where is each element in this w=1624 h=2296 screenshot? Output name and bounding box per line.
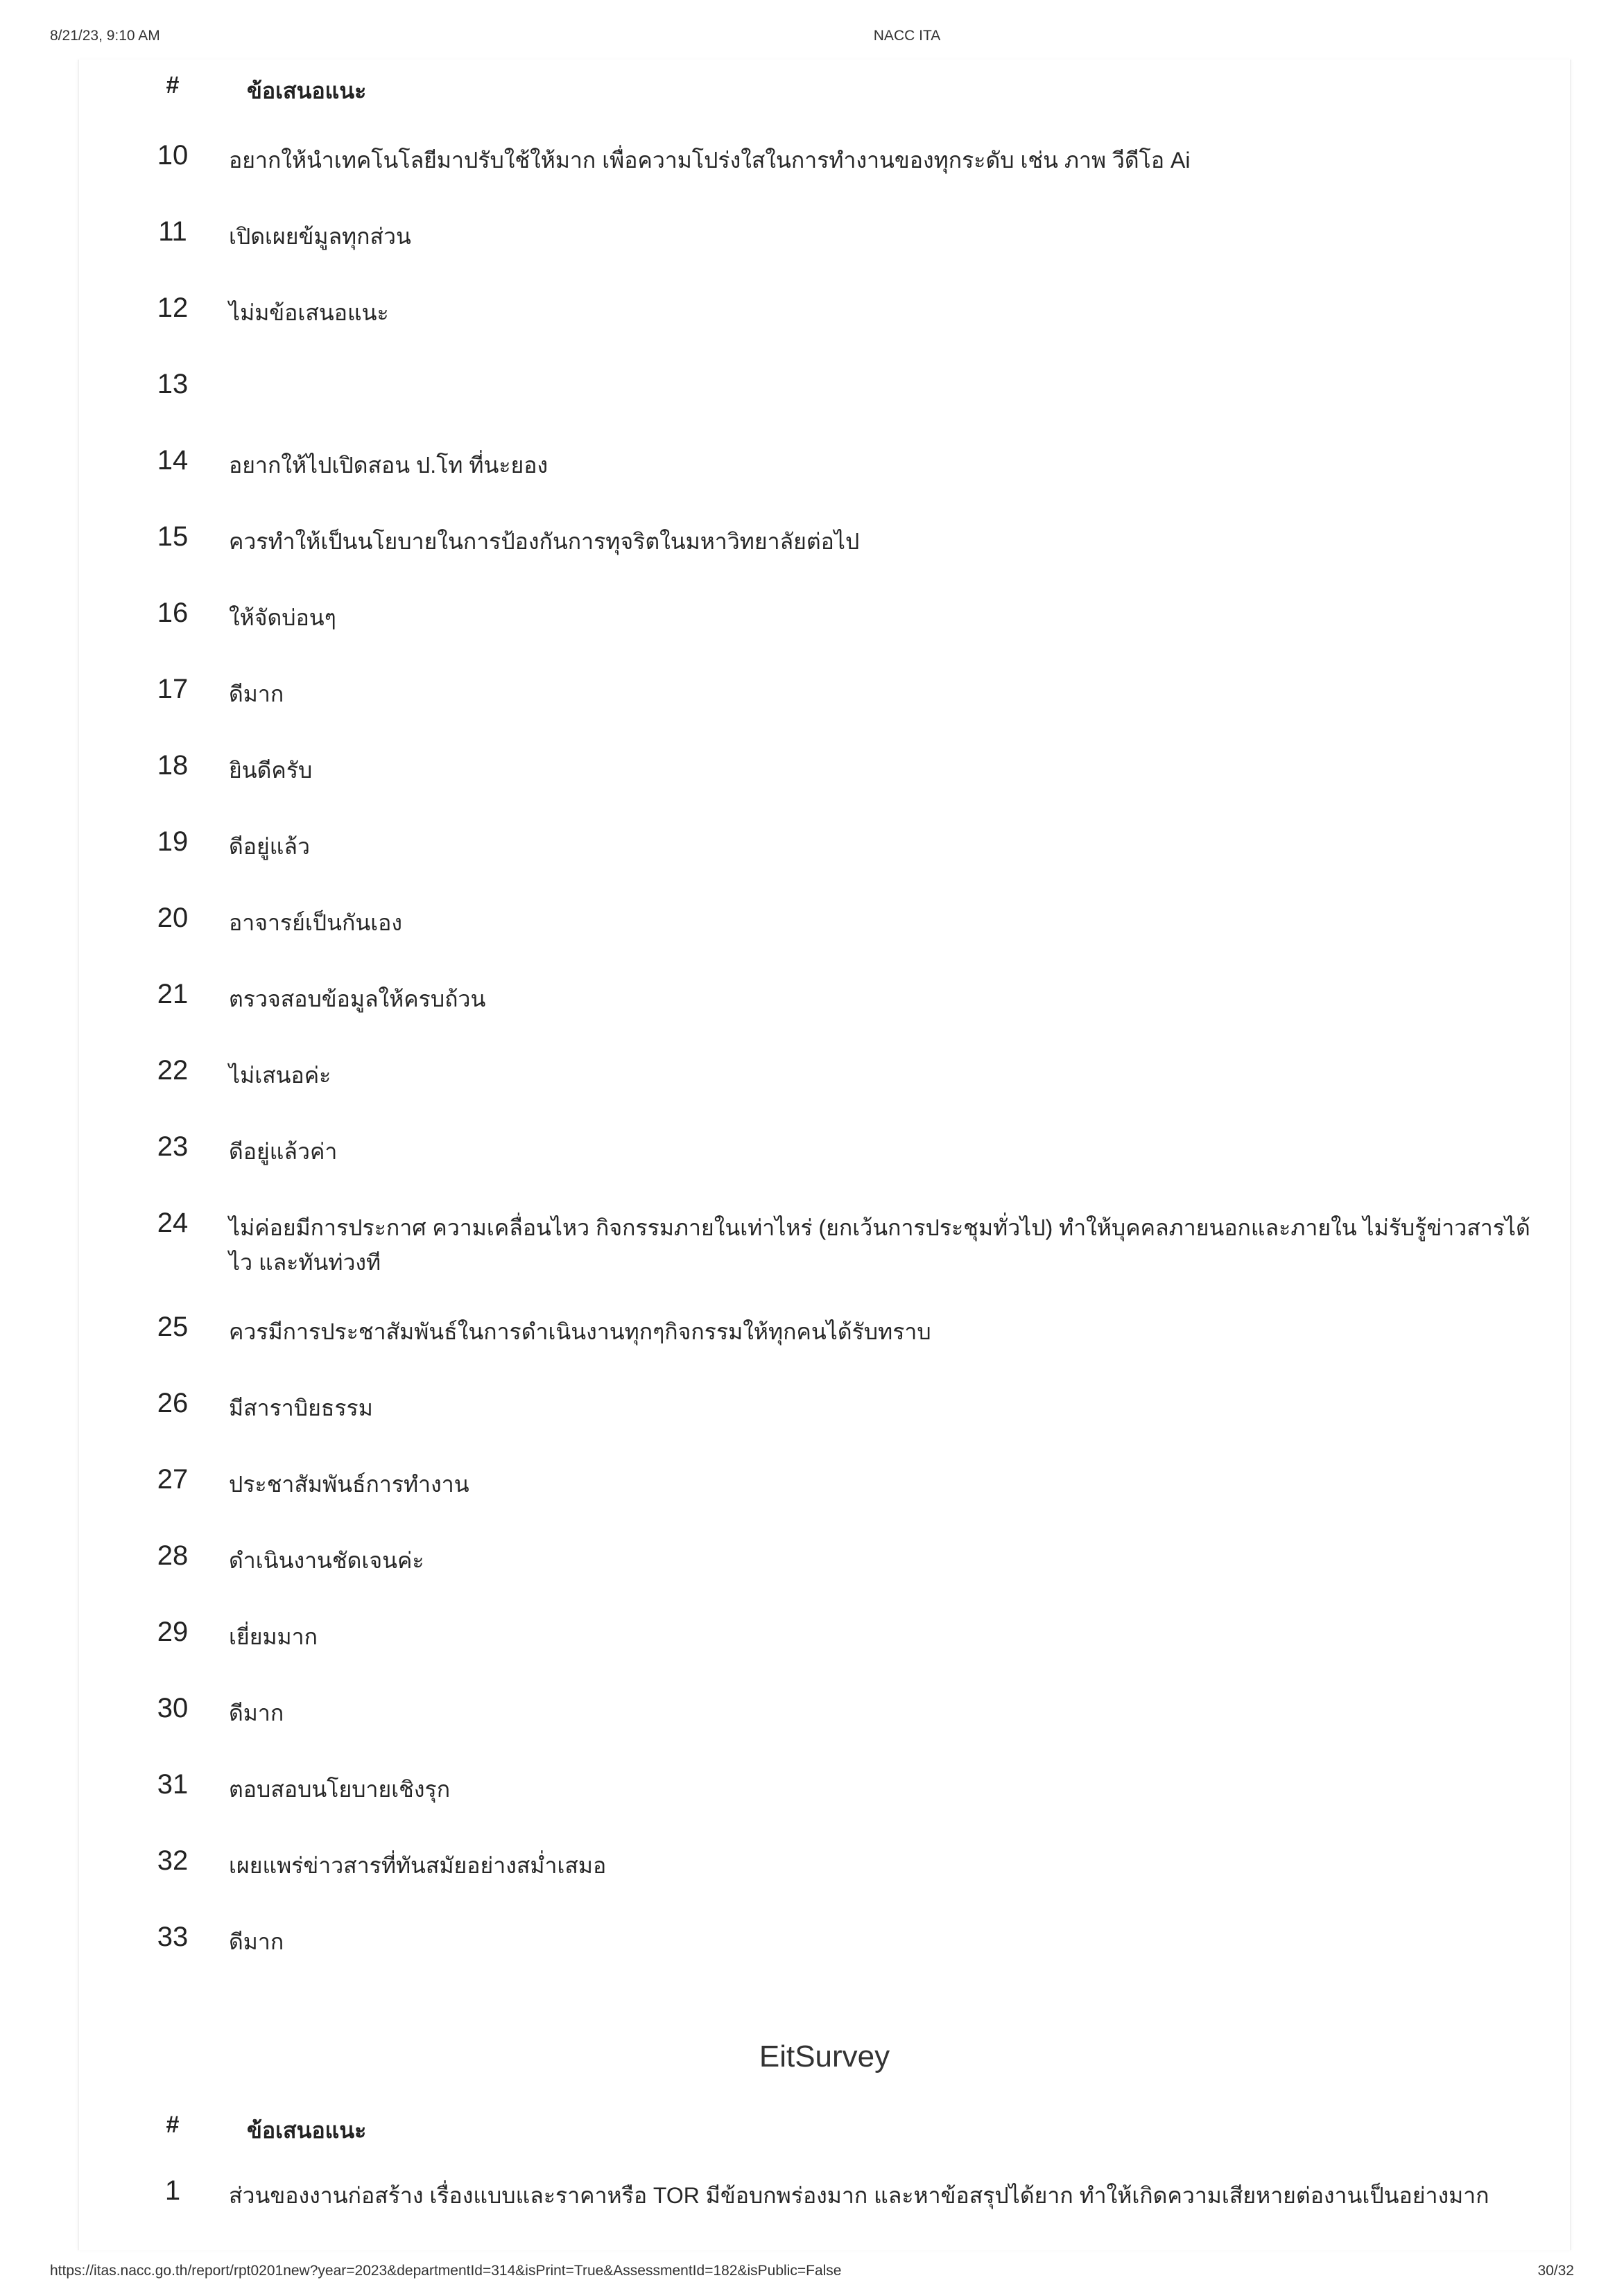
- row-suggestion-text: มีสาราบิยธรรม: [229, 1395, 373, 1420]
- row-number: 31: [157, 1769, 189, 1800]
- row-suggestion-text: ไม่ค่อยมีการประกาศ ความเคลื่อนไหว กิจกรรมภายในเท่าไหร่ (ยกเว้นการประชุมทั่วไป) ทำให้บุคคลภายนอกและภายใน ไม่รับรู้ข่าวสารได้ไว และทันท่วงที: [229, 1215, 1530, 1275]
- print-url: https://itas.nacc.go.th/report/rpt0201new?year=2023&departmentId=314&isPrint=True&AssessmentId=182&isPublic=False: [50, 2263, 842, 2279]
- column-suggestion-header: ข้อเสนอแนะ: [247, 78, 367, 103]
- row-suggestion-text: ตอบสอบนโยบายเชิงรุก: [229, 1777, 451, 1802]
- table-row: [79, 749, 1570, 825]
- row-suggestion-text: อาจารย์เป็นกันเอง: [229, 910, 402, 935]
- table-row: [79, 672, 1570, 749]
- table-row: [79, 1920, 1570, 1997]
- column-suggestion-header: ข้อเสนอแนะ: [247, 2118, 367, 2143]
- row-number: 25: [157, 1312, 189, 1342]
- row-number: 27: [157, 1464, 189, 1495]
- table-row: [79, 596, 1570, 672]
- table-row: [79, 977, 1570, 1054]
- row-number: 28: [157, 1540, 189, 1571]
- row-suggestion-text: ดำเนินงานชัดเจนค่ะ: [229, 1548, 424, 1573]
- row-suggestion-text: เยี่ยมมาก: [229, 1624, 318, 1649]
- row-number: 11: [158, 216, 187, 247]
- row-suggestion-text: อยากให้ไปเปิดสอน ป.โท ที่นะยอง: [229, 453, 548, 478]
- report-card: [78, 60, 1571, 2250]
- row-number: 33: [157, 1922, 189, 1952]
- table-row: [79, 1539, 1570, 1615]
- table2-body: [79, 2174, 1570, 2250]
- row-number: 23: [157, 1131, 189, 1162]
- row-suggestion-text: ดีมาก: [229, 681, 284, 706]
- row-suggestion-text: เปิดเผยข้มูลทุกส่วน: [229, 224, 411, 249]
- row-suggestion-text: ควรมีการประชาสัมพันธ์ในการดำเนินงานทุกๆกิจกรรมให้ทุกคนได้รับทราบ: [229, 1319, 931, 1344]
- table2-header: [79, 2109, 1570, 2143]
- row-suggestion-text: ควรทำให้เป็นนโยบายในการป้องกันการทุจริตในมหาวิทยาลัยต่อไป: [229, 529, 860, 554]
- table-row: [79, 444, 1570, 520]
- row-suggestion-text: ไม่เสนอค่ะ: [229, 1063, 331, 1088]
- table-row: [79, 215, 1570, 291]
- table-row: [79, 1054, 1570, 1130]
- table1-body: [79, 139, 1570, 1997]
- print-datetime: 8/21/23, 9:10 AM: [50, 28, 160, 44]
- row-number: 29: [157, 1617, 189, 1647]
- row-suggestion-text: อยากให้นำเทคโนโลยีมาปรับใช้ให้มาก เพื่อความโปร่งใสในการทำงานของทุกระดับ เช่น ภาพ วีดีโอ Ai: [229, 148, 1191, 173]
- row-suggestion-text: ตรวจสอบข้อมูลให้ครบถ้วน: [229, 986, 486, 1011]
- row-number: 17: [157, 674, 189, 704]
- table-row: [79, 825, 1570, 901]
- table-row: [79, 139, 1570, 215]
- row-suggestion-text: เผยแพร่ข่าวสารที่ทันสมัยอย่างสม่ำเสมอ: [229, 1853, 607, 1878]
- row-number: 1: [164, 2175, 181, 2206]
- table-row: [79, 291, 1570, 367]
- section-title-eitsurvey: EitSurvey: [759, 2040, 890, 2073]
- row-number: 30: [157, 1693, 189, 1723]
- row-number: 10: [157, 140, 189, 171]
- row-number: 26: [157, 1388, 189, 1418]
- print-header: [0, 28, 1624, 49]
- table-row: [79, 1768, 1570, 1844]
- row-number: 12: [157, 293, 189, 323]
- row-number: 19: [157, 826, 189, 857]
- table-row: [79, 1844, 1570, 1920]
- table-row: [79, 367, 1570, 444]
- row-number: 24: [157, 1208, 189, 1238]
- row-suggestion-text: ส่วนของงานก่อสร้าง เรื่องแบบและราคาหรือ TOR มีข้อบกพร่องมาก และหาข้อสรุปได้ยาก ทำให้เกิดความเสียหายต่องานเป็นอย่างมาก: [229, 2183, 1489, 2208]
- row-number: 18: [157, 750, 189, 781]
- table-row: [79, 901, 1570, 977]
- row-number: 16: [157, 598, 189, 628]
- table-row: [79, 1386, 1570, 1463]
- table-row: [79, 1206, 1570, 1310]
- row-number: 20: [157, 903, 189, 933]
- table-row: [79, 1130, 1570, 1206]
- table-row: [79, 1463, 1570, 1539]
- page-number: 30/32: [1537, 2263, 1574, 2279]
- row-number: 21: [157, 979, 189, 1009]
- row-number: 32: [157, 1845, 189, 1876]
- row-suggestion-text: ประชาสัมพันธ์การทำงาน: [229, 1472, 469, 1497]
- column-number-header: #: [166, 72, 180, 98]
- column-number-header: #: [166, 2112, 180, 2138]
- row-suggestion-text: ดีมาก: [229, 1929, 284, 1954]
- print-title: NACC ITA: [873, 28, 941, 44]
- row-number: 15: [157, 521, 189, 552]
- table-row: [79, 1310, 1570, 1386]
- row-suggestion-text: ดีอยู่แล้วค่า: [229, 1139, 338, 1164]
- print-footer: [0, 2263, 1624, 2284]
- row-number: 13: [157, 369, 189, 399]
- table-row: [79, 520, 1570, 596]
- row-number: 22: [157, 1055, 189, 1086]
- row-suggestion-text: ให้จัดบ่อนๆ: [229, 605, 336, 630]
- row-suggestion-text: ยินดีครับ: [229, 758, 313, 783]
- row-suggestion-text: ไม่มข้อเสนอแนะ: [229, 300, 389, 325]
- row-suggestion-text: ดีมาก: [229, 1701, 284, 1725]
- row-suggestion-text: ดีอยู่แล้ว: [229, 834, 310, 859]
- table-row: [79, 2174, 1570, 2250]
- table-row: [79, 1691, 1570, 1768]
- table-row: [79, 1615, 1570, 1691]
- table1-header: [79, 69, 1570, 104]
- row-number: 14: [157, 445, 189, 476]
